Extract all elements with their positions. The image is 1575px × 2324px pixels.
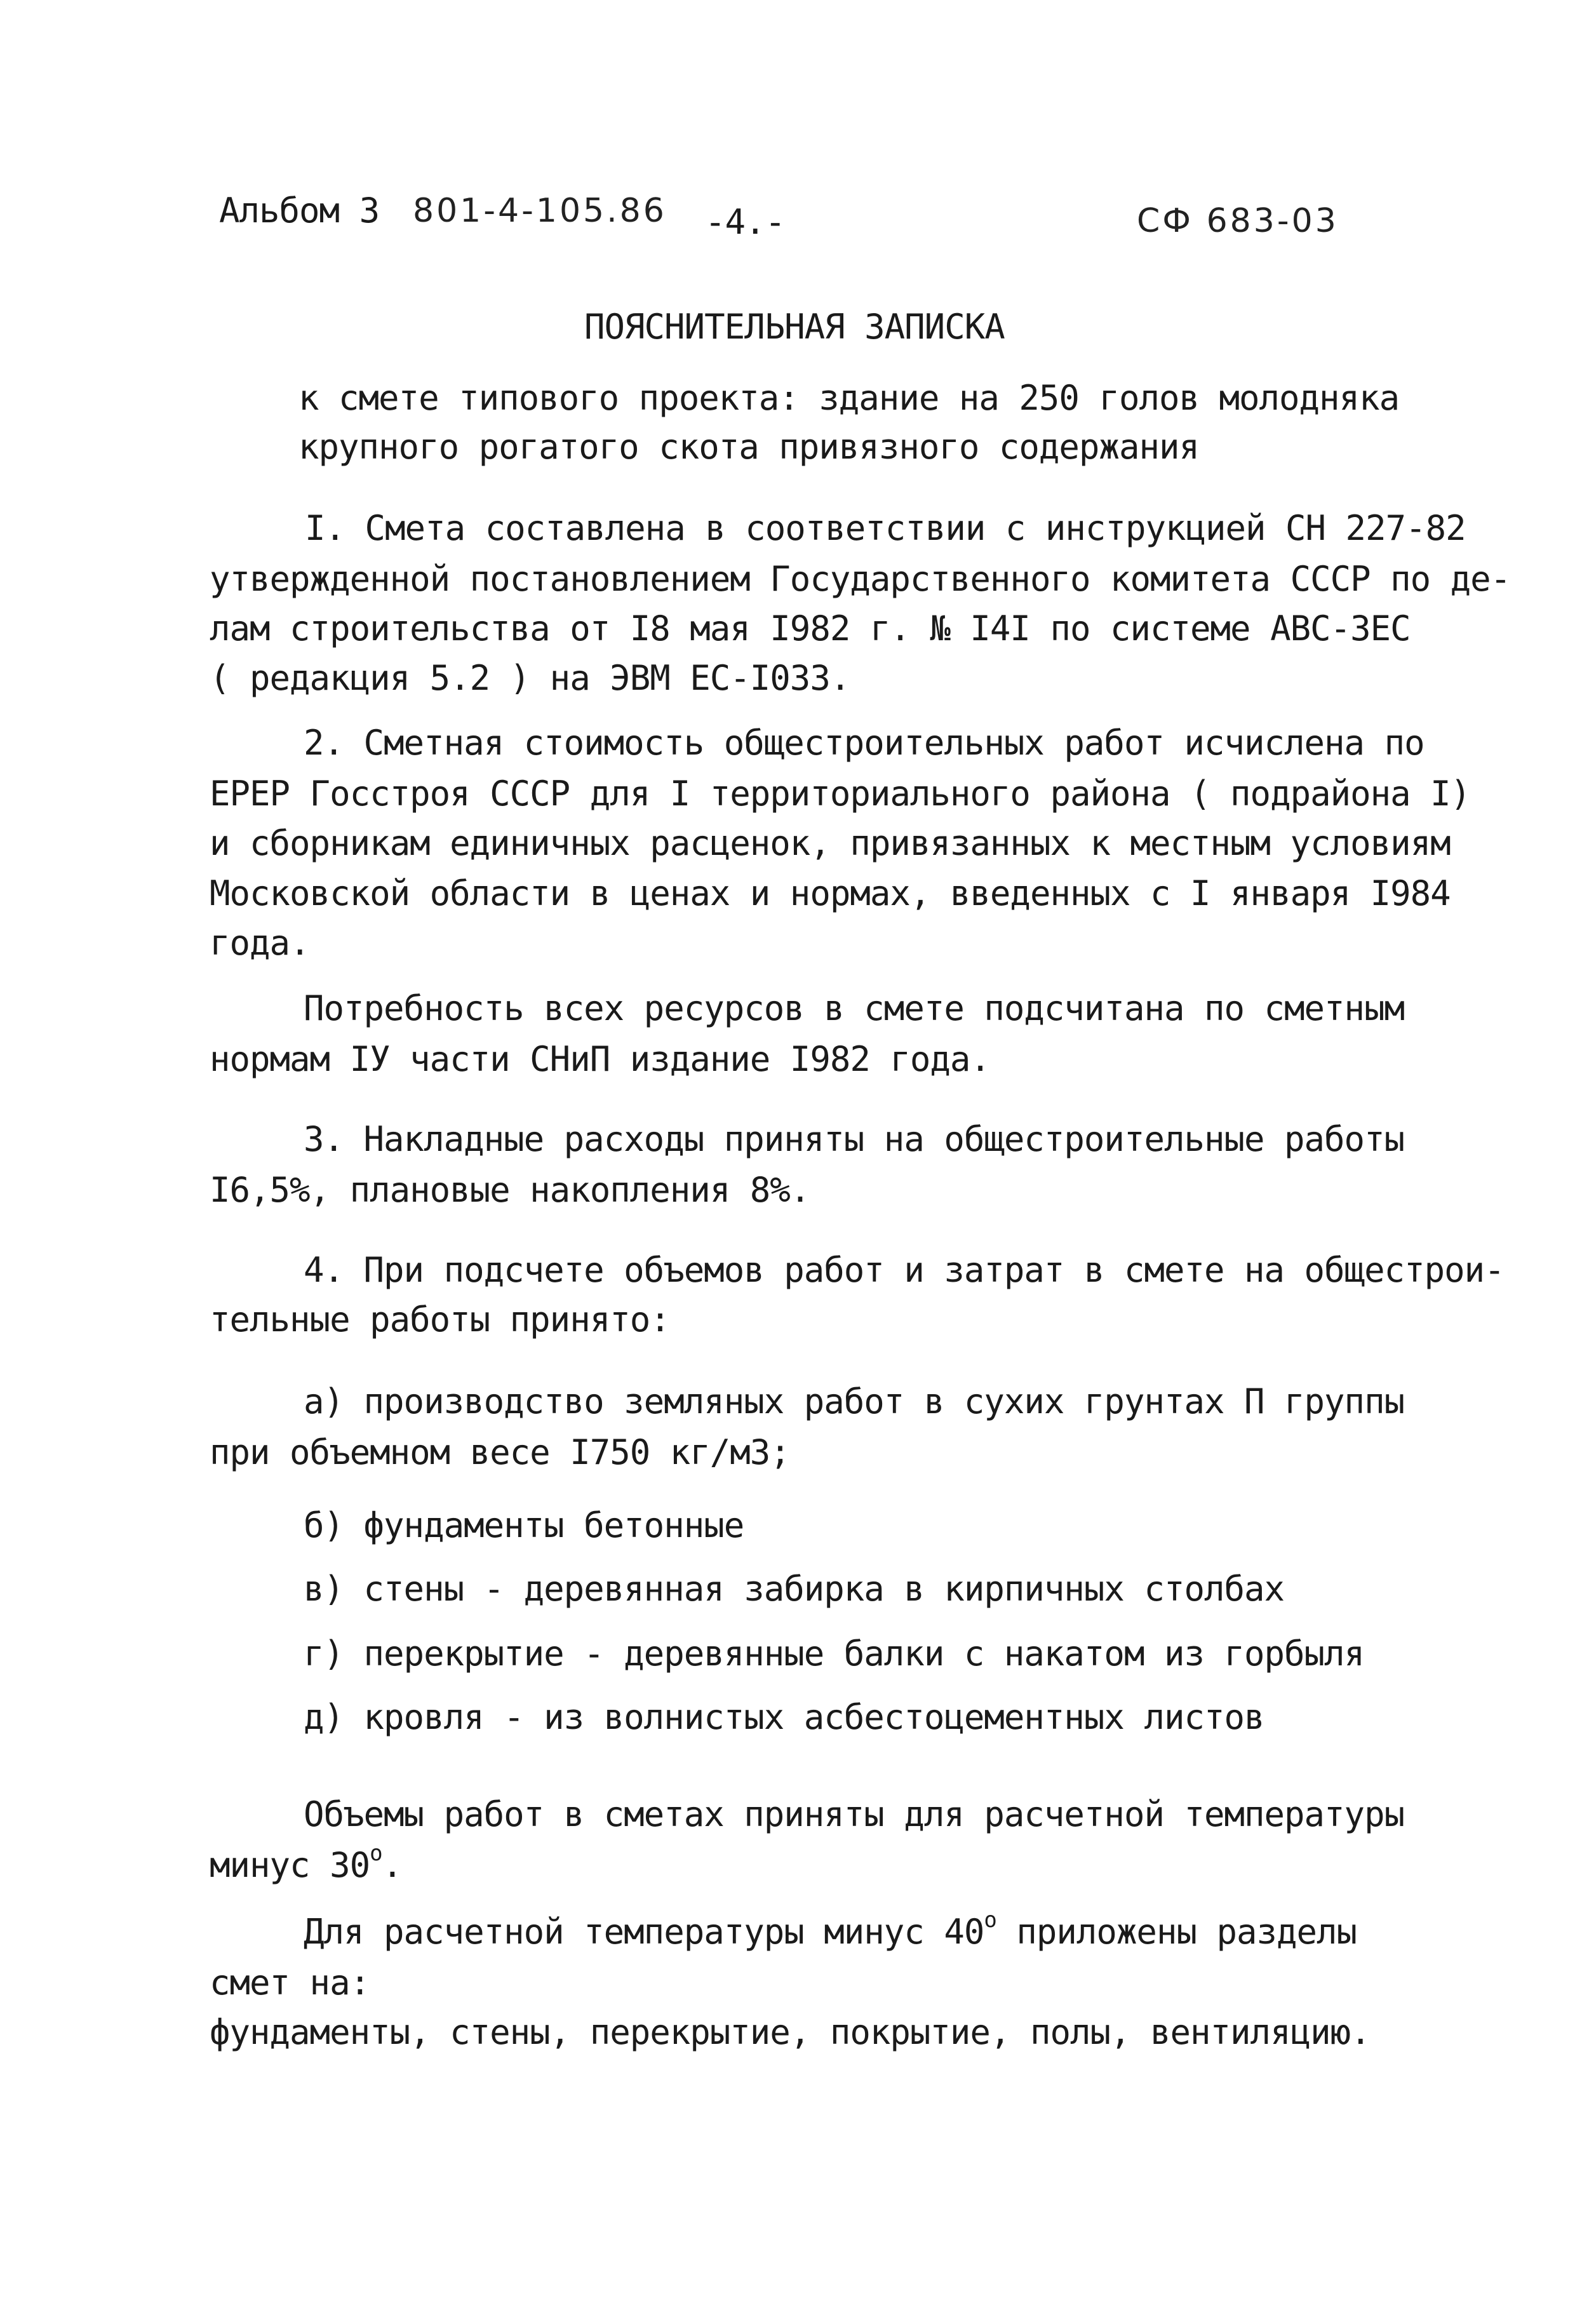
list-item: д) кровля - из волнистых асбестоцементных листов <box>304 1697 1264 1737</box>
p3-line-1: Потребность всех ресурсов в смете подсчитана по сметным <box>304 988 1405 1028</box>
list-item: г) перекрытие - деревянные балки с накатом из горбыля <box>304 1634 1365 1674</box>
p2-line-1: 2. Сметная стоимость общестроительных работ исчислена по <box>304 723 1424 763</box>
list-item: б) фундаменты бетонные <box>304 1505 744 1545</box>
album-label: Альбом 3 <box>219 191 380 231</box>
p1-line-3: лам строительства от I8 мая I982 г. № I4I по системе АВС-ЗЕС <box>210 608 1411 648</box>
p1-line-2: утвержденной постановлением Государственного комитета СССР по де- <box>210 559 1511 599</box>
subtitle-line-2: крупного рогатого скота привязного содержания <box>298 427 1199 467</box>
p2-line-3: и сборникам единичных расценок, привязанных к местным условиям <box>210 823 1451 863</box>
p7-line-1: Объемы работ в сметах приняты для расчетной температуры <box>304 1794 1405 1834</box>
list-item: в) стены - деревянная забирка в кирпичных столбах <box>304 1569 1285 1609</box>
p3-line-2: нормам IУ части СНиП издание I982 года. <box>210 1039 990 1079</box>
p7-line-2 <box>210 1841 403 1885</box>
p8-line-3: фундаменты, стены, перекрытие, покрытие, полы, вентиляцию. <box>210 2012 1371 2052</box>
p7-line-2-end: . <box>382 1845 403 1885</box>
p5-line-2: тельные работы принято: <box>210 1300 670 1340</box>
p2-line-5: года. <box>210 923 310 963</box>
p2-line-2: ЕРЕР Госстроя СССР для I территориального района ( подрайона I) <box>210 774 1471 814</box>
p4-line-1: 3. Накладные расходы приняты на общестроительные работы <box>304 1119 1405 1159</box>
p8-line-1-end: приложены разделы <box>996 1912 1357 1952</box>
p1-line-4: ( редакция 5.2 ) на ЭВМ ЕС-I033. <box>210 658 850 698</box>
album-code: 801-4-105.86 <box>413 192 667 230</box>
p8-line-1 <box>304 1907 1357 1952</box>
subtitle-line-1: к смете типового проекта: здание на 250 голов молодняка <box>298 378 1400 418</box>
p8-line-1-text: Для расчетной температуры минус 40 <box>304 1912 984 1952</box>
degree-sign: о <box>370 1841 382 1866</box>
degree-sign: о <box>984 1907 996 1933</box>
p6-line-2: при объемном весе I750 кг/м3; <box>210 1432 790 1472</box>
p2-line-4: Московской области в ценах и нормах, введенных с I января I984 <box>210 873 1451 913</box>
p6-line-1: а) производство земляных работ в сухих грунтах П группы <box>304 1381 1405 1421</box>
page-number: -4.- <box>705 202 786 242</box>
sheet-code: СФ 683-03 <box>1137 202 1339 240</box>
p7-line-2-text: минус 30 <box>210 1845 370 1885</box>
p4-line-2: I6,5%, плановые накопления 8%. <box>210 1170 810 1210</box>
page-title: ПОЯСНИТЕЛЬНАЯ ЗАПИСКА <box>584 307 1005 347</box>
p8-line-2: смет на: <box>210 1963 370 2003</box>
p1-line-1: I. Смета составлена в соответствии с инструкцией СН 227-82 <box>305 508 1466 548</box>
p5-line-1: 4. При подсчете объемов работ и затрат в смете на общестрои- <box>304 1250 1505 1290</box>
